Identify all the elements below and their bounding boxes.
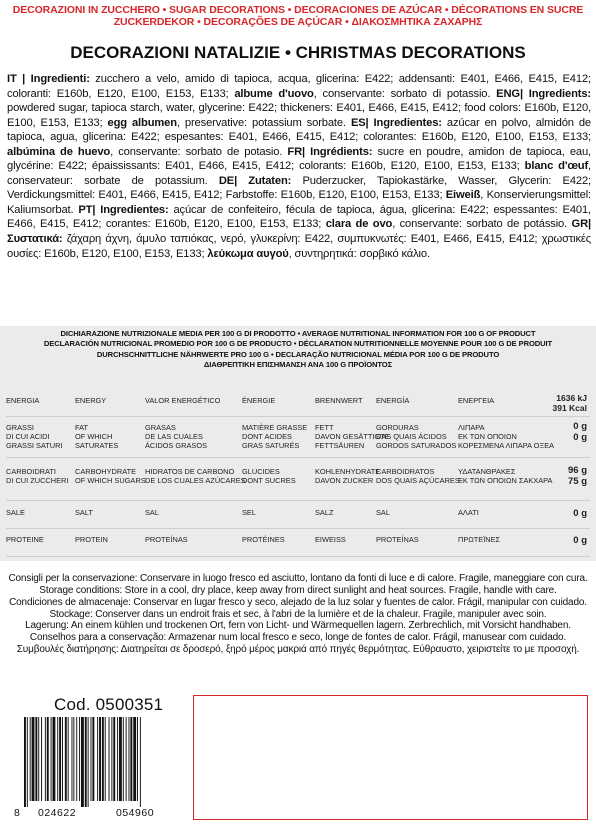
barcode-bar	[35, 717, 37, 801]
barcode-bar	[109, 717, 110, 801]
nutrition-value-line: 0 g	[573, 535, 587, 546]
nutrition-cell	[376, 535, 419, 544]
nutrition-cell-line: FETTSÄUREN	[315, 441, 365, 450]
ingredient-text: , conservante: sorbato de potasio.	[110, 145, 288, 158]
nutrition-heading-line: DURCHSCHNITTLICHE NÄHRWERTE PRO 100 G • DECLARAÇÃO NUTRICIONAL MÉDIA POR 100 G DE PRODUTO	[96, 349, 500, 359]
nutrition-cell-line: FETT	[315, 423, 334, 432]
nutrition-value-line: 75 g	[567, 476, 587, 487]
barcode-bar	[65, 717, 67, 801]
barcode-bar	[41, 717, 42, 801]
nutrition-value	[573, 421, 587, 443]
nutrition-cell-line: GORDURAS	[376, 423, 419, 432]
barcode-bar	[137, 717, 138, 801]
barcode-bar	[97, 717, 98, 801]
ingredient-highlight: ES| Ingredientes:	[350, 116, 442, 129]
ingredient-text: açúcar de confeiteiro, fécula de tapioca, água, glicerina: E422; espessantes: E401, E466, E415, E412; corantes: E160b, E120, E100, E153, E133;	[7, 203, 592, 231]
ingredient-highlight: albúmina de huevo	[7, 145, 111, 158]
nutrition-cell-line: ΛΙΠΑΡΑ	[458, 423, 485, 432]
nutrition-cell	[6, 423, 63, 450]
barcode-bar	[76, 717, 77, 801]
product-code: Cod. 0500351	[54, 695, 164, 714]
nutrition-cell-line: OF WHICH	[75, 432, 113, 441]
nutrition-cell-line: SALT	[75, 508, 93, 517]
nutrition-value	[573, 535, 587, 546]
ingredient-text: powdered sugar, tapioca starch, water, glycerine: E422; thickeners: E401, E466, E415, E412; food colors: E160b, E120, E100, E153, E133;	[7, 102, 591, 129]
barcode-bar	[47, 717, 49, 801]
storage-conditions	[0, 573, 596, 656]
barcode-bar	[38, 717, 39, 801]
barcode-bar	[123, 717, 124, 801]
nutrition-cell-line: DONT ACIDES	[242, 432, 292, 441]
nutrition-cell-line: ΑΛΑΤΙ	[458, 508, 479, 517]
barcode-bar	[88, 717, 89, 807]
barcode-bar	[117, 717, 118, 801]
nutrition-cell-line: KOHLENHYDRATE	[315, 467, 381, 476]
ingredient-highlight: clara de ovo	[325, 218, 393, 231]
nutrition-cell-line: DONT SUCRES	[242, 476, 296, 485]
nutrition-cell	[145, 396, 220, 405]
nutrition-cell-line: DOS QUAIS AÇÚCARES	[376, 476, 460, 485]
nutrition-cell-line: OF WHICH SUGARS	[75, 476, 146, 485]
nutrition-cell-line: ΕΝΕΡΓΕΙΑ	[458, 396, 495, 405]
nutrition-divider	[6, 556, 590, 557]
ingredient-text: , conservateur: sorbate de potassium.	[7, 160, 591, 187]
barcode-bar	[51, 717, 52, 801]
nutrition-cell-line: PROTEÍNAS	[145, 535, 188, 544]
nutrition-value-line: 1636 kJ	[556, 393, 587, 403]
ingredient-text: , συντηρητικά: σορβικό κάλιο.	[288, 247, 430, 260]
nutrition-cell-line: PROTEIN	[75, 535, 108, 544]
barcode-bar	[68, 717, 69, 801]
nutrition-cell	[242, 423, 307, 450]
barcode-first-digit: 8	[14, 807, 21, 819]
nutrition-value-line: 0 g	[573, 508, 587, 519]
nutrition-cell-line: ΥΔΑΤΑΝΘΡΑΚΕΣ	[458, 467, 516, 476]
barcode-bar	[59, 717, 61, 801]
nutrition-cell-line: GLUCIDES	[242, 467, 280, 476]
nutrition-heading-line: DICHIARAZIONE NUTRIZIONALE MEDIA PER 100 G DI PRODOTTO • AVERAGE NUTRITIONAL INFORMATION FOR 100 G OF PRODUCT	[60, 329, 536, 338]
nutrition-value-line: 391 Kcal	[552, 402, 587, 413]
nutrition-value	[573, 508, 587, 519]
nutrition-cell-line: DAVON GESÄTTIGTE	[315, 432, 390, 441]
ingredient-text: , conservante: sorbato di potassio.	[313, 87, 497, 100]
barcode-bar	[111, 717, 112, 801]
nutrition-cell-line: DI CUI ZUCCHERI	[6, 476, 69, 485]
nutrition-cell-line: EIWEISS	[315, 535, 346, 544]
barcode	[20, 717, 188, 807]
nutrition-cell-line: GRASSI	[6, 423, 34, 432]
nutrition-cell-line: GORDOS SATURADOS	[376, 441, 457, 450]
nutrition-cell	[75, 467, 146, 485]
nutrition-table	[0, 326, 596, 561]
nutrition-cell	[315, 508, 333, 517]
nutrition-cell	[458, 535, 500, 544]
barcode-bar	[126, 717, 127, 801]
nutrition-cell-line: PROTEÍNAS	[376, 535, 419, 544]
nutrition-cell	[145, 535, 188, 544]
nutrition-cell-line: SALE	[6, 508, 25, 517]
product-subtitle	[0, 4, 596, 28]
nutrition-divider	[6, 457, 590, 458]
nutrition-cell	[145, 508, 159, 517]
nutrition-cell-line: DE LOS CUALES AZÚCARES	[145, 476, 246, 485]
product-title: DECORAZIONI NATALIZIE • CHRISTMAS DECORATIONS	[70, 43, 526, 62]
nutrition-cell-line: GRAS SATURÉS	[242, 441, 300, 450]
nutrition-cell-line: ΕΚ ΤΩΝ ΟΠΟΙΩΝ ΣΑΚΧΑΡΑ	[458, 476, 553, 485]
barcode-bar	[133, 717, 136, 801]
barcode-bar	[99, 717, 101, 801]
nutrition-divider	[6, 528, 590, 529]
storage-line: Condiciones de almacenaje: Conservar en lugar fresco y seco, alejado de la luz solar y fuentes de calor. Frágil, manipular con cuidado.	[9, 596, 587, 608]
nutrition-value-line: 96 g	[567, 465, 587, 476]
nutrition-cell-line: SALZ	[315, 508, 334, 517]
nutrition-cell-line: CARBOHYDRATE	[75, 467, 137, 476]
nutrition-heading	[0, 326, 596, 371]
nutrition-cell-line: ΚΟΡΕΣΜΕΝΑ ΛΙΠΑΡΑ ΟΞΕΑ	[458, 441, 555, 450]
nutrition-cell	[6, 535, 44, 544]
nutrition-cell-line: BRENNWERT	[315, 396, 363, 405]
nutrition-cell-line: GRASSI SATURI	[6, 441, 63, 450]
nutrition-cell-line: ÁCIDOS GRASOS	[145, 441, 208, 450]
nutrition-cell	[6, 396, 39, 405]
nutrition-cell	[75, 396, 106, 405]
barcode-bar	[119, 717, 122, 801]
nutrition-cell	[6, 508, 25, 517]
barcode-bar	[81, 717, 84, 807]
barcode-bar	[62, 717, 63, 801]
ingredient-highlight: DE| Zutaten:	[218, 174, 292, 187]
barcode-bar	[140, 717, 141, 807]
barcode-bar	[53, 717, 56, 801]
storage-line: Consigli per la conservazione: Conservare in luogo fresco ed asciutto, lontano da fonti di luce e di calore. Fragile, maneggiare con cura.	[8, 573, 588, 584]
nutrition-heading-line: DECLARACIÓN NUTRICIONAL PROMEDIO POR 100 G DE PRODUCTO • DÉCLARATION NUTRITIONNELLE MOYENNE POUR 100 G DE PRODUIT	[43, 339, 553, 349]
lot-expiry-box	[193, 695, 588, 820]
ingredient-highlight: blanc d'œuf	[524, 160, 589, 173]
nutrition-cell-line: DE LAS CUALES	[145, 432, 203, 441]
nutrition-cell-line: SAL	[376, 508, 390, 517]
nutrition-heading-line: ΔΙΑΘΡΕΠΤΙΚΗ ΕΠΙΣΗΜΑΝΣΗ ΑΝΑ 100 G ΠΡΟΪΟΝΤΟΣ	[203, 360, 393, 370]
nutrition-cell	[315, 396, 363, 405]
barcode-bar	[72, 717, 73, 801]
ingredient-highlight: PT| Ingredientes:	[78, 203, 169, 216]
nutrition-cell	[376, 467, 460, 485]
barcode-bar	[129, 717, 130, 801]
nutrition-cell-line: SATURATES	[75, 441, 119, 450]
nutrition-cell	[75, 423, 118, 450]
nutrition-cell	[458, 423, 554, 450]
ingredient-highlight: albume d'uovo	[234, 87, 314, 100]
nutrition-cell	[242, 508, 256, 517]
nutrition-cell-line: FAT	[75, 423, 89, 432]
barcode-bar	[73, 717, 74, 801]
nutrition-cell-line: ΠΡΩΤΕΪΝΕΣ	[458, 535, 501, 544]
nutrition-cell-line: ENERGIA	[6, 396, 40, 405]
barcode-bar	[85, 717, 87, 807]
nutrition-cell-line: ENERGÍA	[376, 396, 410, 405]
subtitle-line-2: ZUCKERDEKOR • DECORAÇÕES DE AÇÚCAR • ΔΙΑΚΟΣΜΗΤΙΚΑ ΖΑΧΑΡΗΣ	[113, 16, 483, 28]
ingredients-text	[7, 72, 591, 261]
ingredient-text: , conservante: sorbato de potássio.	[392, 218, 572, 231]
nutrition-cell	[458, 508, 479, 517]
nutrition-cell-line: CARBOIDRATOS	[376, 467, 435, 476]
ingredient-highlight: ENG| Ingredients:	[496, 87, 591, 100]
nutrition-divider	[6, 500, 590, 501]
nutrition-cell-line: PROTÉINES	[242, 535, 285, 544]
nutrition-value-line: 0 g	[573, 421, 587, 432]
storage-line: Conselhos para a conservação: Armazenar num local fresco e seco, longe de fontes de calor. Frágil, manusear com cuidado.	[29, 632, 567, 644]
nutrition-cell	[376, 396, 409, 405]
nutrition-cell-line: GRASAS	[145, 423, 176, 432]
ingredient-text: sucre en poudre, amidon de tapioca, eau, glycérine: E422; épaississants: E401, E466, E415, E412; colorants: E160b, E120, E100, E153, E133;	[7, 145, 591, 173]
barcode-bar	[45, 717, 46, 801]
nutrition-cell	[145, 423, 207, 450]
barcode-bar	[27, 717, 28, 807]
barcode-right-digits: 054960	[116, 807, 155, 819]
ingredient-text: , Konservierungsmittel: Kaliumsorbat.	[7, 189, 591, 216]
nutrition-value-line: 0 g	[573, 432, 587, 443]
nutrition-cell	[145, 467, 246, 485]
nutrition-cell	[315, 535, 346, 544]
nutrition-cell	[242, 535, 285, 544]
subtitle-line-1: DECORAZIONI IN ZUCCHERO • SUGAR DECORATIONS • DECORACIONES DE AZÚCAR • DÉCORATIONS EN SUCRE	[12, 4, 584, 16]
nutrition-divider	[6, 416, 590, 417]
nutrition-cell-line: ÉNERGIE	[242, 396, 276, 405]
ingredient-highlight: λεύκωμα αυγού	[207, 247, 289, 260]
nutrition-cell-line: DAVON ZUCKER	[315, 476, 374, 485]
ingredient-text: ζάχαρη άχνη, άμυλο ταπιόκας, νερό, γλυκερίνη: E422, συμπυκνωτές: E401, E466, E415, E412; χρωστικές ουσίες: E160b, E120, E100, E153, E133;	[7, 233, 591, 260]
barcode-bar	[105, 717, 106, 801]
barcode-bar	[57, 717, 58, 801]
barcode-bar	[130, 717, 132, 801]
nutrition-cell-line: DAS QUAIS ÁCIDOS	[376, 432, 447, 441]
nutrition-cell-line: CARBOIDRATI	[6, 467, 56, 476]
ingredient-highlight: egg albumen	[107, 116, 177, 129]
ingredient-highlight: GR| Συστατικά:	[7, 218, 591, 246]
barcode-left-digits: 024622	[38, 807, 77, 819]
ingredient-text: azúcar en polvo, almidón de tapioca, agua, glicerina: E422; espesantes: E401, E466, E415, E412; colorantes: E160b, E120, E100, E153, E133;	[7, 116, 592, 144]
barcode-bar	[24, 717, 26, 807]
nutrition-cell-line: SAL	[145, 508, 159, 517]
ingredient-highlight: FR| Ingrédients:	[287, 145, 373, 158]
ingredient-highlight: Eiweiß	[445, 189, 481, 202]
nutrition-cell	[458, 396, 494, 405]
storage-line: Lagerung: An einem kühlen und trockenen Ort, fern von Licht- und Wärmequellen lagern. Zerbrechlich, mit Vorsicht handhaben.	[25, 620, 571, 632]
nutrition-cell	[376, 508, 390, 517]
nutrition-cell-line: DI CUI ACIDI	[6, 432, 50, 441]
nutrition-cell-line: MATIÈRE GRASSE	[242, 423, 308, 432]
ingredient-highlight: IT | Ingredienti:	[7, 73, 90, 85]
nutrition-cell	[242, 396, 275, 405]
barcode-bar	[79, 717, 80, 801]
barcode-bar	[113, 717, 115, 801]
nutrition-cell	[376, 423, 456, 450]
barcode-bar	[102, 717, 104, 801]
nutrition-cell-line: ENERGY	[75, 396, 107, 405]
nutrition-value	[553, 394, 588, 413]
nutrition-cell-line: SEL	[242, 508, 256, 517]
nutrition-cell	[6, 467, 68, 485]
ingredient-text: , preservative: potassium sorbate.	[176, 116, 351, 129]
barcode-bar	[32, 717, 35, 801]
storage-line: Storage conditions: Store in a cool, dry place, keep away from direct sunlight and heat sources. Fragile, handle with care.	[39, 584, 557, 596]
nutrition-cell-line: PROTEINE	[6, 535, 44, 544]
ingredient-text: zucchero a velo, amido di tapioca, acqua, glicerina: E422; addensanti: E401, E466, E415, E412; coloranti: E160b, E120, E100, E153, E133;	[7, 73, 591, 100]
nutrition-cell	[75, 508, 93, 517]
barcode-bar	[91, 717, 92, 801]
nutrition-cell-line: ΕΚ ΤΩΝ ΟΠΟΙΩΝ	[458, 432, 517, 441]
nutrition-cell-line: HIDRATOS DE CARBONO	[145, 467, 235, 476]
nutrition-cell	[242, 467, 296, 485]
barcode-bar	[92, 717, 94, 801]
ingredient-text: Puderzucker, Tapiokastärke, Wasser, Glycerin: E422; Verdickungsmittel: E401, E466, E415, E412; Farbstoffe: E160b, E120, E100, E153, E133;	[7, 174, 591, 202]
nutrition-cell	[75, 535, 108, 544]
nutrition-cell	[458, 467, 552, 485]
storage-line: Stockage: Conserver dans un endroit frais et sec, à l'abri de la lumière et de la chaleur. Fragile, manipuler avec soin.	[49, 608, 547, 620]
nutrition-cell-line: VALOR ENERGÉTICO	[145, 396, 221, 405]
nutrition-cell	[315, 467, 380, 485]
storage-line: Συμβουλές διατήρησης: Διατηρείται σε δροσερό, ξηρό μέρος μακριά από πηγές θερμότητας. Εύθραυστο, χειριστείτε το με προσοχή.	[16, 644, 580, 656]
nutrition-value	[568, 465, 587, 487]
barcode-bar	[30, 717, 31, 801]
